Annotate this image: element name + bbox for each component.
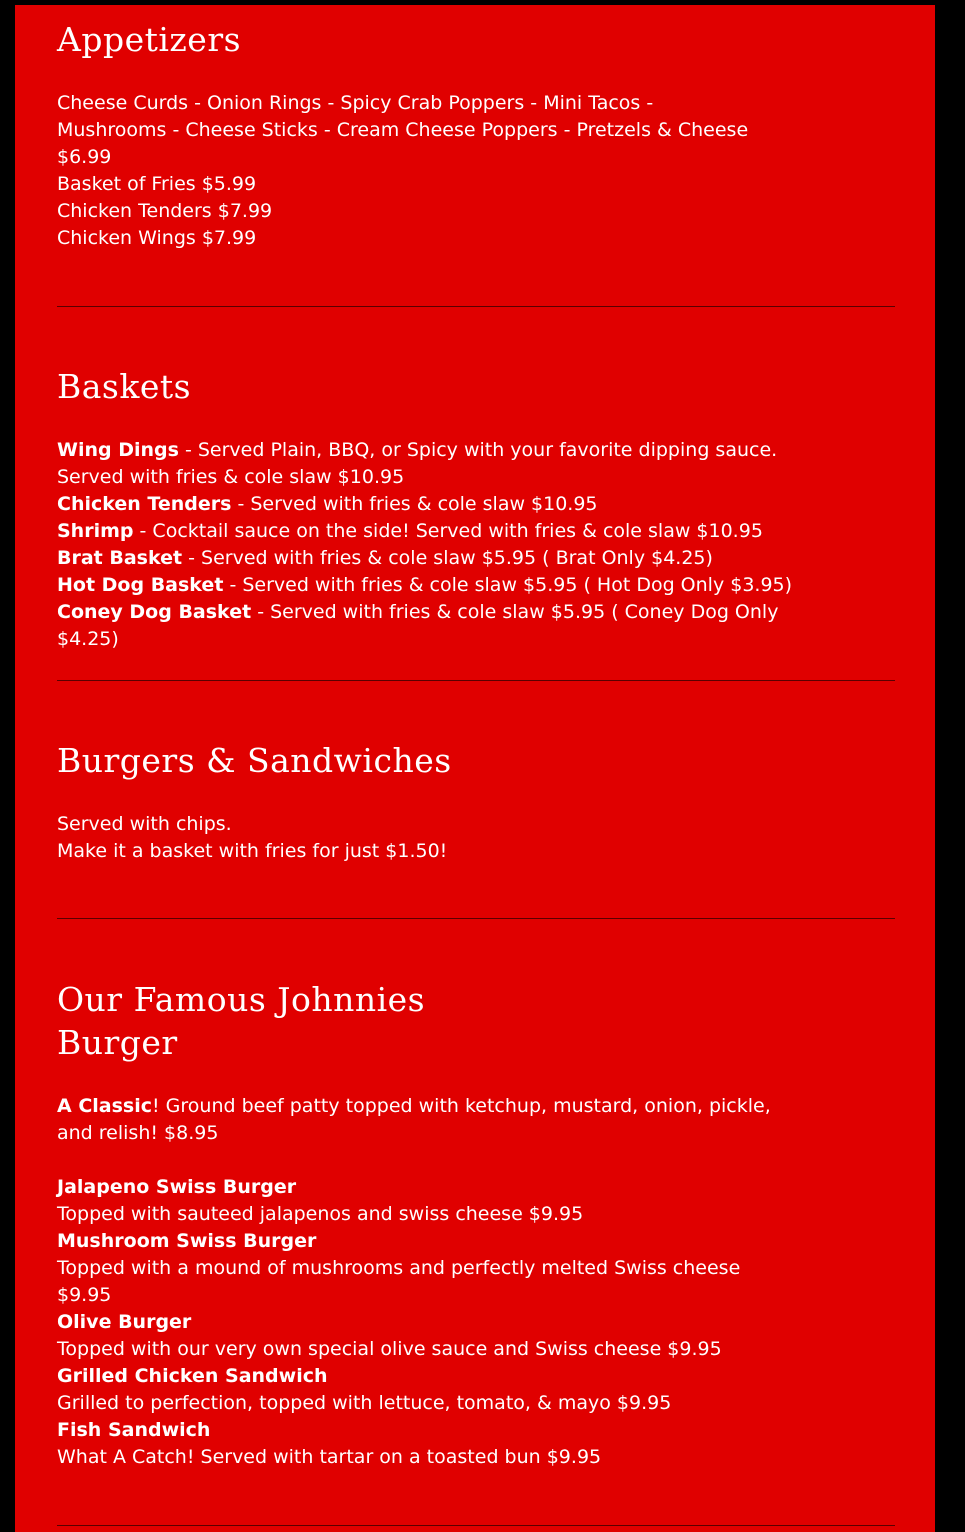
item-name xyxy=(57,1417,771,1444)
item-desc: Topped with sauteed jalapenos and swiss cheese $9.95 xyxy=(57,1203,584,1225)
fries-item: Basket of Fries $5.99 xyxy=(57,173,257,195)
basket-item-coney-dog xyxy=(57,599,792,626)
johnnies-heading-line: Our Famous Johnnies xyxy=(57,980,426,1019)
divider xyxy=(57,918,895,919)
burgers-basket-note: Make it a basket with fries for just $1.50! xyxy=(57,840,448,862)
item-name: Wing Dings xyxy=(57,439,179,461)
basket-item-wing-dings xyxy=(57,437,792,464)
spacer xyxy=(57,1147,771,1174)
item-desc: - Served Plain, BBQ, or Spicy with your favorite dipping sauce. xyxy=(178,439,778,461)
burger-item-olive-name: Olive Burger xyxy=(57,1311,192,1333)
appetizers-heading: Appetizers xyxy=(57,20,242,59)
tenders-item: Chicken Tenders $7.99 xyxy=(57,200,273,222)
item-name xyxy=(57,1174,771,1201)
appetizers-items-line: Mushrooms - Cheese Sticks - Cream Cheese Poppers - Pretzels & Cheese xyxy=(57,119,749,141)
item-desc: ! Ground beef patty topped with ketchup, mustard, onion, pickle, xyxy=(152,1095,771,1117)
item-name: Chicken Tenders xyxy=(57,493,232,515)
item-desc: - Cocktail sauce on the side! Served with fries & cole slaw $10.95 xyxy=(133,520,763,542)
appetizers-items-line: Cheese Curds - Onion Rings - Spicy Crab Poppers - Mini Tacos - xyxy=(57,92,654,114)
burgers-heading: Burgers & Sandwiches xyxy=(57,741,452,780)
divider xyxy=(57,680,895,681)
item-name xyxy=(57,1228,771,1255)
sandwich-item-fish-name: Fish Sandwich xyxy=(57,1419,211,1441)
item-desc: Topped with a mound of mushrooms and perfectly melted Swiss cheese xyxy=(57,1257,741,1279)
item-desc: What A Catch! Served with tartar on a toasted bun $9.95 xyxy=(57,1446,602,1468)
baskets-heading: Baskets xyxy=(57,367,192,406)
item-name xyxy=(57,1363,771,1390)
burger-item-mushroom-name: Mushroom Swiss Burger xyxy=(57,1230,317,1252)
johnnies-list xyxy=(57,1093,771,1471)
wings-item: Chicken Wings $7.99 xyxy=(57,227,257,249)
item-desc: - Served with fries & cole slaw $5.95 ( Hot Dog Only $3.95) xyxy=(223,574,793,596)
basket-item-brat xyxy=(57,545,792,572)
basket-item-shrimp xyxy=(57,518,792,545)
burgers-note: Served with chips. xyxy=(57,813,232,835)
item-name: Shrimp xyxy=(57,520,134,542)
item-desc: Topped with our very own special olive sauce and Swiss cheese $9.95 xyxy=(57,1338,722,1360)
appetizers-items-price: $6.99 xyxy=(57,146,112,168)
divider xyxy=(57,1525,895,1526)
item-name: A Classic xyxy=(57,1095,152,1117)
item-desc: Served with fries & cole slaw $10.95 xyxy=(57,466,405,488)
baskets-list xyxy=(57,437,792,653)
appetizers-list xyxy=(57,90,748,252)
item-name: Brat Basket xyxy=(57,547,183,569)
item-desc: $4.25) xyxy=(57,628,119,650)
item-name xyxy=(57,1309,771,1336)
item-name: Hot Dog Basket xyxy=(57,574,224,596)
item-desc: Grilled to perfection, topped with lettuce, tomato, & mayo $9.95 xyxy=(57,1392,672,1414)
item-desc: - Served with fries & cole slaw $5.95 ( Coney Dog Only xyxy=(251,601,779,623)
item-desc: - Served with fries & cole slaw $10.95 xyxy=(231,493,598,515)
johnnies-heading xyxy=(57,978,425,1064)
sandwich-item-chicken-name: Grilled Chicken Sandwich xyxy=(57,1365,328,1387)
johnnies-heading-line: Burger xyxy=(57,1023,178,1062)
item-name: Coney Dog Basket xyxy=(57,601,252,623)
item-desc: - Served with fries & cole slaw $5.95 ( Brat Only $4.25) xyxy=(182,547,713,569)
divider xyxy=(57,306,895,307)
burger-item-jalapeno-name: Jalapeno Swiss Burger xyxy=(57,1176,297,1198)
basket-item-hot-dog xyxy=(57,572,792,599)
burger-item-classic xyxy=(57,1093,771,1120)
basket-item-chicken-tenders xyxy=(57,491,792,518)
item-desc: $9.95 xyxy=(57,1284,112,1306)
burgers-intro xyxy=(57,811,447,865)
item-desc: and relish! $8.95 xyxy=(57,1122,219,1144)
